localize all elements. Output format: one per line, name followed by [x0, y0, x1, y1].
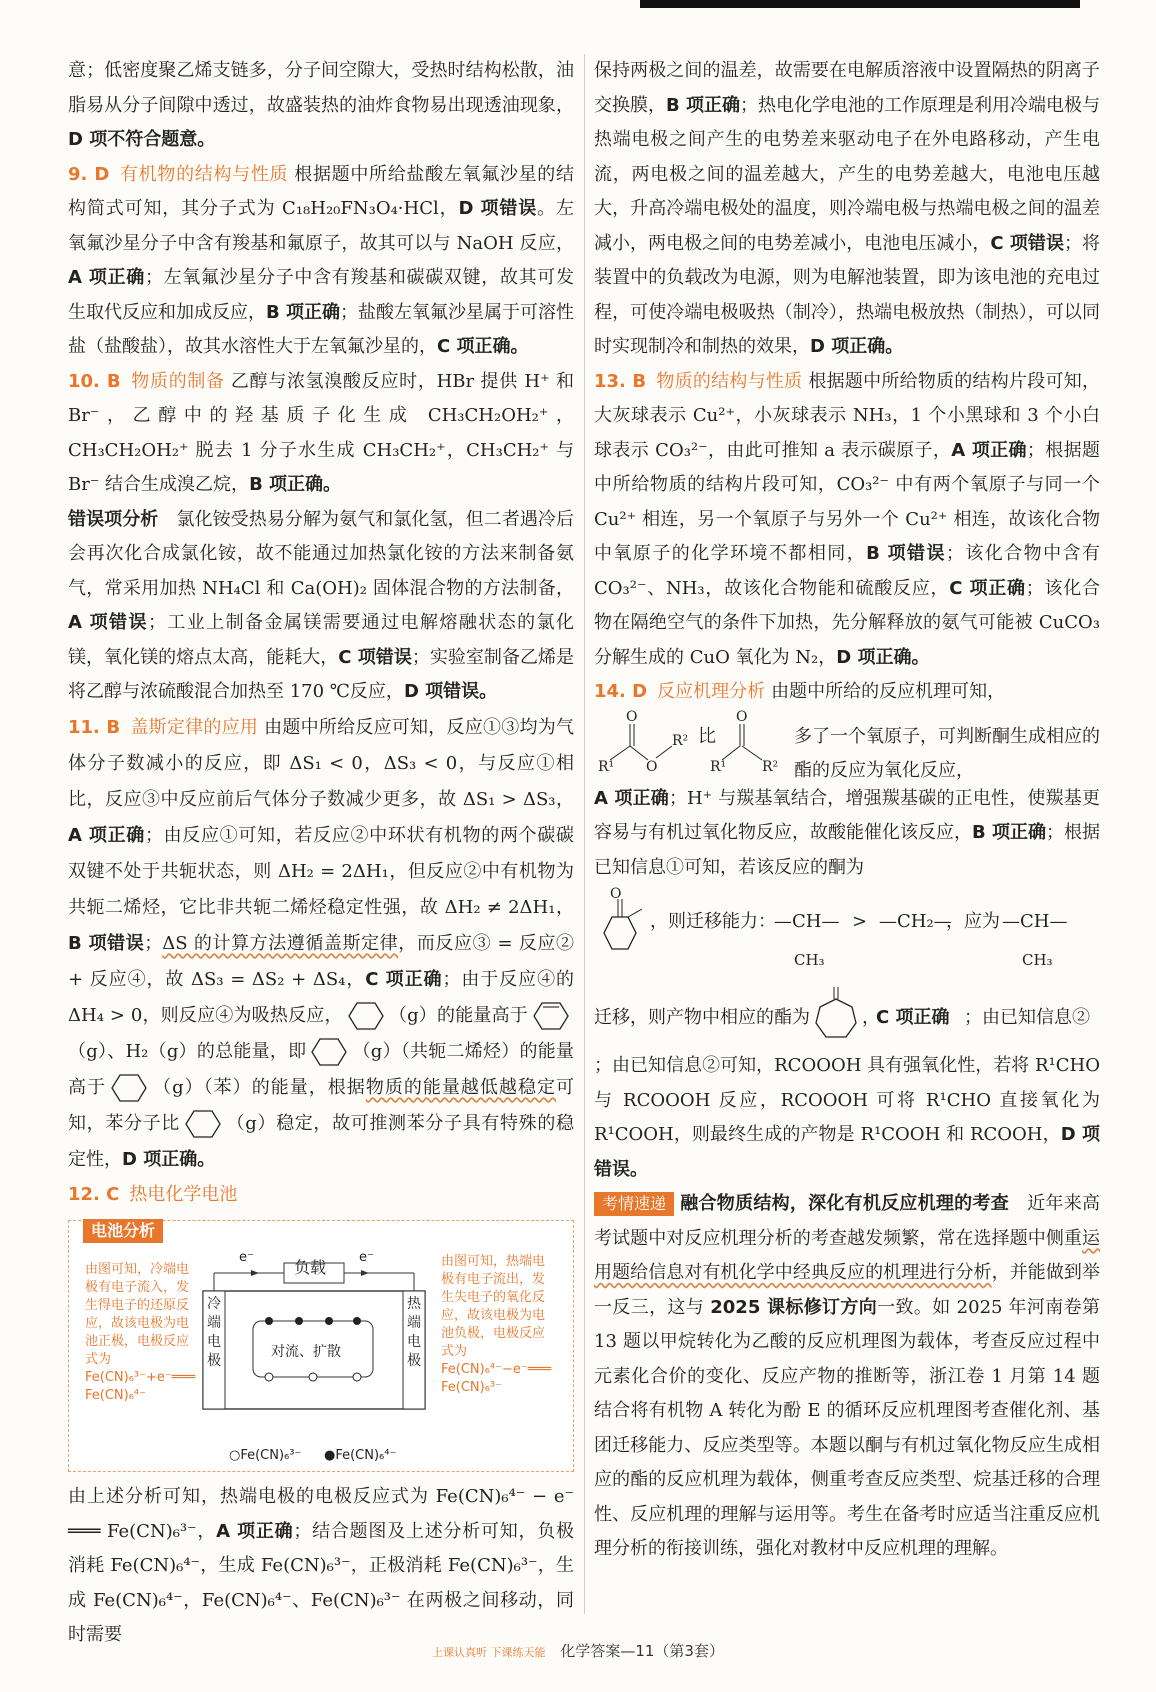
cyclohexadiene-icon: [184, 1109, 222, 1139]
footer-logo: 上课认真听 下课练天能: [432, 1646, 546, 1659]
cyclohexene-icon: [532, 1001, 570, 1031]
option-c-correct: C 项正确: [876, 1007, 950, 1028]
answer-9: 9. D 有机物的结构与性质 根据题中所给盐酸左氧氟沙星的结构简式可知，其分子式为 C₁₈H₂₀FN₃O₄·HCl，D 项错误。左氧氟沙星分子中含有羧基和氟原子，故其可以与 NaOH 反应，A 项正确；左氧氟沙星分子中含有羧基和碳碳双键，故其可发生取代反应和加成反应，B 项正确；盐酸左氧氟沙星属于可溶性盐（盐酸盐），故其水溶性大于左氧氟沙星的，C 项正确。: [68, 163, 575, 357]
benzene-icon: [110, 1073, 148, 1103]
diagram-tag: 电池分析: [83, 1219, 163, 1243]
legend-ferrocyanide: ●Fe(CN)₆⁴⁻: [324, 1448, 397, 1463]
o-label: O: [646, 758, 658, 775]
electron-label: e⁻: [359, 1250, 374, 1265]
footer-page-label: 化学答案—11（第3套）: [560, 1642, 724, 1660]
electron-label: e⁻: [239, 1250, 254, 1265]
migration-result: 迁移，则产物中相应的酯为: [594, 1007, 810, 1028]
ester-ring-structure: [806, 985, 866, 1045]
comma: ，: [862, 1007, 880, 1028]
o-label: O: [626, 708, 638, 725]
answer-11: 11. B 盖斯定律的应用 由题中所给反应可知，反应①③均为气体分子数减小的反应，即 ΔS₁ < 0，ΔS₃ < 0，与反应①相比，反应③中反应前后气体分子数减少更多，故 ΔS₁ > ΔS₃，A 项正确；由反应①可知，若反应②中环状有机物的两个碳碳双键不处于共轭状态，则 ΔH₂ = 2ΔH₁，但反应②中有机物为共轭二烯烃，它比非共轭二烯烃稳定性强，故 ΔH₂ ≠ 2ΔH₁，B 项错误；ΔS 的计算方法遵循盖斯定律，而反应③ = 反应② + 反应④，故 ΔS₃ = ΔS₂ + ΔS₄，C 项正确；由于反应④的 ΔH₄ > 0，则反应④为吸热反应， （g）的能量高于（g）、H₂（g）的总能量，即 （g）（共轭二烯烃）的能量高于 （g）（苯）的能量，根据物质的能量越低越稳定可知，苯分子比 （g）稳定，故可推测苯分子具有特殊的稳定性，D 项正确。: [68, 716, 575, 1170]
answer-12-heading: 12. C 热电化学电池: [68, 1183, 238, 1205]
known-info-text: ；由已知信息②: [964, 1007, 1090, 1028]
cyclohexadiene-icon: [310, 1037, 348, 1067]
answer-13: 13. B 物质的结构与性质 根据题中所给物质的结构片段可知，大灰球表示 Cu²⁺，小灰球表示 NH₃，1 个小黑球和 3 个小白球表示 CO₃²⁻，由此可推知 a 表示碳原子，A 项正确；根据题中所给物质的结构片段可知，CO₃²⁻ 中有两个氧原子与同一个 Cu²⁺ 相连，另一个氧原子与另外一个 Cu²⁺ 相连，故该化合物中氧原子的化学环境不都相同，B 项错误；该化合物中含有 CO₃²⁻、NH₃，故该化合物能和硫酸反应，C 项正确；该化合物在隔绝空气的条件下加热，先分解释放的氨气可能被 CuCO₃ 分解生成的 CuO 氧化为 N₂，D 项正确。: [594, 370, 1101, 668]
answer-14-part: 多了一个氧原子，可判断酮生成相应的酯的反应为氧化反应，: [794, 725, 1100, 781]
r1-label: R¹: [598, 758, 615, 775]
hot-electrode-note: 由图可知，热端电极有电子流出，发生失电子的氧化反应，故该电极为电池负极，电极反应式为 Fe(CN)₆⁴⁻−e⁻═══ Fe(CN)₆³⁻: [441, 1254, 552, 1395]
answer-10: 10. B 物质的制备 乙醇与浓氢溴酸反应时，HBr 提供 H⁺ 和 Br⁻，乙醇中的羟基质子化生成 CH₃CH₂OH₂⁺，CH₃CH₂OH₂⁺ 脱去 1 分子水生成 CH₃CH₂⁺，CH₃CH₂⁺ 与 Br⁻ 结合生成溴乙烷，B 项正确。: [68, 370, 575, 495]
cold-electrode-note: 由图可知，冷端电极有电子流入，发生得电子的还原反应，故该电极为电池正极，电极反应式为 Fe(CN)₆³⁻+e⁻═══ Fe(CN)₆⁴⁻: [85, 1262, 196, 1403]
migration-comparison: [594, 885, 1100, 985]
answer-12-continued: 保持两极之间的温差，故需要在电解质溶液中设置隔热的阴离子交换膜，B 项正确；热电化学电池的工作原理是利用冷端电极与热端电极之间产生的电势差来驱动电子在外电路移动，产生电流，两电极之间的温差越大，产生的电势差越大，电池电压越大，升高冷端电极处的温度，则冷端电极与热端电极之间的温差减小，两电极之间的电势差减小，电池电压减小，C 项错误；将装置中的负载改为电源，则为电解池装置，即为该电池的充电过程，可使冷端电极吸热（制冷），热端电极放热（制热），可以同时实现制冷和制热的效果，D 项正确。: [594, 60, 1101, 357]
exam-trend-tag: 考情速递: [594, 1192, 674, 1216]
o-label: O: [736, 708, 748, 725]
ch2-group: —CH₂—: [879, 911, 952, 932]
answer-14-heading: 14. D 反应机理分析 由题中所给的反应机理可知，: [594, 681, 1006, 702]
ketone-ring-structure: [598, 885, 648, 965]
convection-label: 对流、扩散: [271, 1344, 341, 1360]
answer-14: A 项正确；H⁺ 与羰基氧结合，增强羰基碳的正电性，使羰基更容易与有机过氧化物反应，故酸能催化该反应，B 项正确；根据已知信息①可知，若该反应的酮为: [594, 787, 1100, 878]
compare-word: 比: [698, 725, 716, 747]
cyclohexadiene-icon: [347, 1001, 385, 1031]
answer-14-end: ；由已知信息②可知，RCOOOH 具有强氧化性，若将 R¹CHO 与 RCOOOH 反应，RCOOOH 可将 R¹CHO 直接氧化为 R¹COOH，则最终生成的产物是 R¹COOH 和 RCOOH，D 项错误。: [594, 1055, 1100, 1180]
load-label: 负载: [294, 1258, 327, 1277]
cold-electrode-label: 冷端电极: [207, 1296, 221, 1369]
ch3-branch: CH₃: [1022, 951, 1053, 969]
r2-label: R²: [672, 732, 689, 749]
top-decoration-bar: [640, 0, 1080, 8]
ch3-branch: CH₃: [794, 951, 825, 969]
migration-text: ，则迁移能力：: [650, 911, 776, 932]
ester-ketone-structures: [594, 710, 784, 782]
ester-vs-ketone: [594, 710, 1100, 782]
ch-group: —CH—: [774, 911, 840, 932]
right-column: [594, 54, 1100, 1567]
hot-electrode-label: 热端电极: [407, 1296, 421, 1369]
o-label: O: [610, 886, 622, 902]
paragraph-continued: 意；低密度聚乙烯支链多，分子间空隙大，受热时结构松散，油脂易从分子间隙中透过，故盛装热的油炸食物易出现透油现象，D 项不符合题意。: [68, 60, 574, 150]
exam-trend: 考情速递 融合物质结构，深化有机反应机理的考查 近年来高考试题中对反应机理分析的考查越发频繁，常在选择题中侧重运用题给信息对有机化学中经典反应的机理进行分析，并能做到举一反三，这与 2025 课标修订方向一致。如 2025 年河南卷第 13 题以甲烷转化为乙酸的反应机理图为载体，考查反应过程中元素化合价的变化、反应产物的推断等，浙江卷 1 月第 14 题结合将有机物 A 转化为酚 E 的循环反应机理图考查催化剂、基团迁移能力、反应类型等。本题以酮与有机过氧化物反应生成相应的酯的反应机理为载体，侧重考查反应类型、烷基迁移的合理性、反应机理的理解与运用等。考生在备考时应适当注重反应机理分析的衔接训练，强化对教材中反应机理的理解。: [594, 1193, 1101, 1559]
page-footer: [0, 1640, 1156, 1661]
left-column: [68, 54, 574, 1653]
column-divider: [584, 54, 585, 1614]
answer-12: 由上述分析可知，热端电极的电极反应式为 Fe(CN)₆⁴⁻ − e⁻ ═══ Fe(CN)₆³⁻，A 项正确；结合题图及上述分析可知，负极消耗 Fe(CN)₆⁴⁻，生成 Fe(CN)₆³⁻，正极消耗 Fe(CN)₆³⁻，生成 Fe(CN)₆⁴⁻，Fe(CN)₆⁴⁻、Fe(CN)₆³⁻ 在两极之间移动，同时需要: [68, 1486, 575, 1645]
battery-analysis-diagram: [68, 1220, 574, 1472]
error-analysis: 错误项分析 氯化铵受热易分解为氨气和氯化氢，但二者遇冷后会再次化合成氯化铵，故不能通过加热氯化铵的方法来制备氨气，常采用加热 NH₄Cl 和 Ca(OH)₂ 固体混合物的方法制备，A 项错误；工业上制备金属镁需要通过电解熔融状态的氯化镁，氧化镁的熔点太高，能耗大，C 项错误；实验室制备乙烯是将乙醇与浓硫酸混合加热至 170 ℃反应，D 项错误。: [68, 508, 575, 702]
r1-label: R¹: [710, 758, 727, 775]
ch-group: —CH—: [1002, 911, 1068, 932]
r2-label: R²: [762, 758, 779, 775]
ester-product-line: [594, 985, 1100, 1049]
greater-than: >: [852, 911, 868, 932]
legend-ferricyanide: ○Fe(CN)₆³⁻: [229, 1448, 302, 1463]
should-be-text: ，应为: [946, 911, 1000, 932]
